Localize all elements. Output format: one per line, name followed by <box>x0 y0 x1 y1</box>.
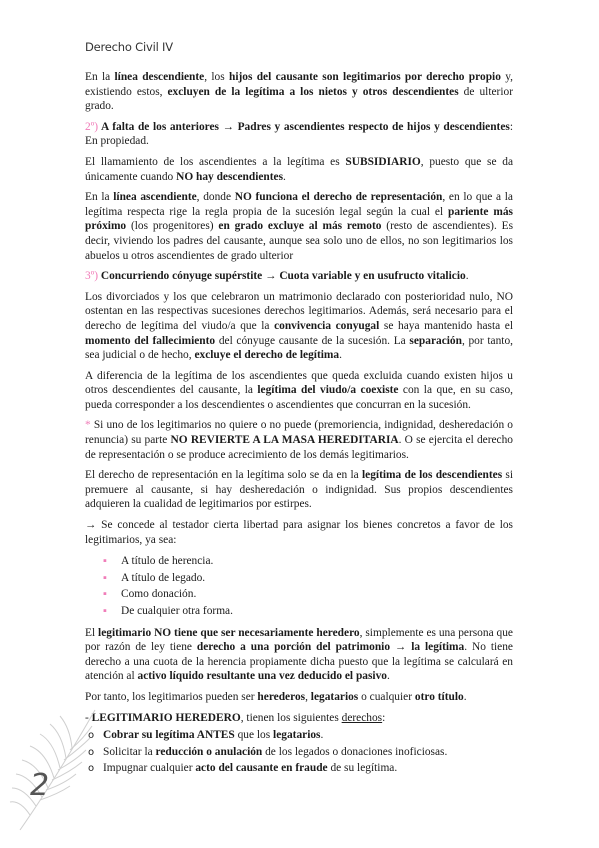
feather-decoration-icon <box>0 690 120 840</box>
page-header: Derecho Civil IV <box>85 40 173 54</box>
paragraph-no-revierte: * Si uno de los legitimarios no quiere o no puede (premoriencia, indignidad, desheredación o renuncia) su parte NO REVIERTE A LA MASA HEREDITARIA. O se ejercita el derecho de representación o se produce acrecimiento de los demás legitimarios. <box>85 419 513 461</box>
paragraph-heading-conyuge: 3º) Concurriendo cónyuge supérstite → Cuota variable y en usufructo vitalicio. <box>85 270 469 283</box>
bullet-list <box>85 553 513 619</box>
list-item: o Impugnar cualquier acto del causante en fraude de su legítima. <box>85 761 513 777</box>
bullet-icon: ▪ <box>103 605 107 617</box>
paragraph-linea-ascendiente: En la línea ascendiente, donde NO funciona el derecho de representación, en lo que a la legítima respecta rige la regla propia de la sucesión legal según la cual el pariente más próximo (los progenitores) en grado excluye al más remoto (resto de ascendientes). Es decir, viviendo los padres del causante, aunque sea solo uno de ellos, no son legitimarios los abuelos u otros ascendientes de grado ulterior <box>85 191 514 262</box>
paragraph-subsidiario: El llamamiento de los ascendientes a la legítima es SUBSIDIARIO, puesto que se da únicamente cuando NO hay descendientes. <box>85 155 513 183</box>
section-number: 2º) <box>85 120 99 133</box>
page-number: 2 <box>30 768 50 803</box>
bullet-icon: ▪ <box>103 588 107 601</box>
paragraph-divorciados: Los divorciados y los que celebraron un matrimonio declarado con posterioridad nulo, NO ostentan en las respectivas sucesiones derechos legitimarios. Además, será necesario para el derecho de legítima del viudo/a que la convivencia conyugal se haya mantenido hasta el momento del fallecimiento del cónyuge causante de la sucesión. La separación, por tanto, sea judicial o de hecho, excluye el derecho de legítima. <box>85 290 514 362</box>
circle-bullet-icon: o <box>88 730 95 742</box>
paragraph-por-tanto: Por tanto, los legitimarios pueden ser herederos, legatarios o cualquier otro título. <box>85 690 467 703</box>
list-item: ▪ Como donación. <box>85 586 513 603</box>
paragraph-legitimario: El legitimario NO tiene que ser necesariamente heredero, simplemente es una persona que por razón de ley tiene derecho a una porción del patrimonio → la legítima. No tiene derecho a una cuota de la herencia propiamente dicha puesto que la legítima se calculará en atención al activo líquido resultante una vez deducido el pasivo. <box>85 626 513 683</box>
list-item: ▪ A título de legado. <box>85 570 513 587</box>
paragraph-testador: → Se concede al testador cierta libertad para asignar los bienes concretos a favor de los legitimarios, ya sea: <box>85 519 513 546</box>
document-body <box>85 70 513 778</box>
list-item: o Solicitar la reducción o anulación de los legados o donaciones inoficiosas. <box>85 745 513 761</box>
list-item: o Cobrar su legítima ANTES que los legatarios. <box>85 728 513 744</box>
circle-bullet-icon: o <box>88 763 95 775</box>
bullet-icon: ▪ <box>103 571 107 584</box>
circle-bullet-icon: o <box>88 746 95 758</box>
rights-list <box>85 728 513 777</box>
paragraph-heading-ascendientes: 2º) A falta de los anteriores → Padres y ascendientes respecto de hijos y descendientes: En propiedad. <box>85 120 513 148</box>
section-number: 3º) <box>85 270 99 283</box>
paragraph-descendientes: En la línea descendiente, los hijos del causante son legitimarios por derecho propio y, existiendo estos, excluyen de la legítima a los nietos y otros descendientes de ulterior grado. <box>85 71 513 113</box>
paragraph-representacion: El derecho de representación en la legítima solo se da en la legítima de los descendientes si premuere al causante, si hay desheredación o indignidad. Sus propios descendientes adquieren la cualidad de legitimarios por estirpes. <box>85 469 514 511</box>
asterisk-mark: * <box>85 419 91 432</box>
list-item: ▪ De cualquier otra forma. <box>85 603 513 620</box>
bullet-icon: ▪ <box>103 555 107 568</box>
paragraph-viudo-coexiste: A diferencia de la legítima de los ascendientes que queda excluida cuando existen hijos u otros descendientes del causante, la legítima del viudo/a coexiste con la que, en su caso, pueda corresponder a los descendientes o ascendientes que concurran en la sucesión. <box>85 369 514 411</box>
list-item: ▪ A título de herencia. <box>85 553 513 570</box>
paragraph-heredero: - LEGITIMARIO HEREDERO, tienen los siguientes derechos: <box>85 711 386 724</box>
